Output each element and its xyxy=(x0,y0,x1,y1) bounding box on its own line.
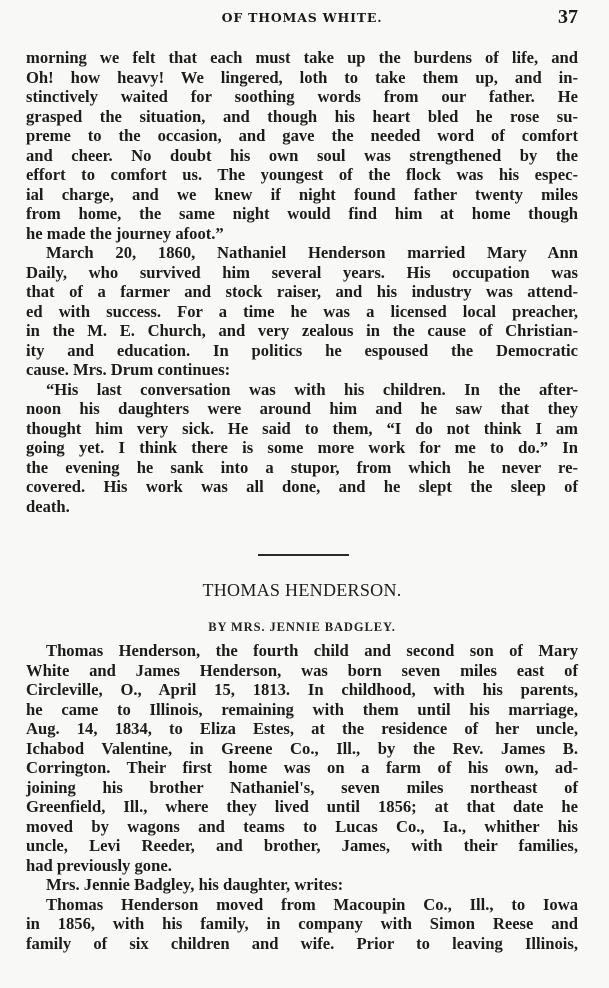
text-line: Aug. 14, 1834, to Eliza Estes, at the residence of her uncle, xyxy=(26,719,578,738)
text-line: stinctively waited for soothing words from our father. He xyxy=(26,87,578,106)
text-line: he made the journey afoot.” xyxy=(26,223,224,243)
section-divider-rule xyxy=(258,554,349,556)
paragraph xyxy=(26,48,578,243)
text-line: Circleville, O., April 15, 1813. In childhood, with his parents, xyxy=(26,680,578,699)
text-line: grasped the situation, and though his heart bled he rose su- xyxy=(26,106,578,126)
text-line: Corrington. Their first home was on a farm of his own, ad- xyxy=(26,758,578,777)
text-line: Ichabod Valentine, in Greene Co., Ill., by the Rev. James B. xyxy=(26,738,578,758)
paragraph xyxy=(26,641,578,875)
section-title: THOMAS HENDERSON. xyxy=(202,580,402,600)
text-line: he came to Illinois, remaining with them until his marriage, xyxy=(26,699,578,719)
text-line: Thomas Henderson, the fourth child and second son of Mary xyxy=(46,641,578,660)
text-line: effort to comfort us. The youngest of the flock was his espec- xyxy=(26,165,578,184)
text-line: cause. Mrs. Drum continues: xyxy=(26,360,231,379)
paragraph xyxy=(26,875,578,895)
text-line: preme to the occasion, and gave the needed word of comfort xyxy=(26,126,578,145)
text-line: death. xyxy=(26,496,70,516)
text-line: joining his brother Nathaniel's, seven miles northeast of xyxy=(26,777,578,797)
text-line: and cheer. No doubt his own soul was strengthened by the xyxy=(26,145,578,165)
second-section-body xyxy=(26,641,578,953)
text-line: Thomas Henderson moved from Macoupin Co., Ill., to Iowa xyxy=(46,894,578,914)
text-line: covered. His work was all done, and he slept the sleep of xyxy=(26,477,578,496)
text-line: thought him very sick. He said to them, “I do not think I am xyxy=(26,418,578,438)
running-header xyxy=(26,6,578,30)
running-title: OF THOMAS WHITE. xyxy=(221,10,383,25)
section-byline: BY MRS. JENNIE BADGLEY. xyxy=(208,620,396,634)
text-line: in 1856, with his family, in company with Simon Reese and xyxy=(26,914,578,933)
text-line: noon his daughters were around him and he saw that they xyxy=(26,399,578,418)
paragraph xyxy=(26,243,578,380)
text-line: family of six children and wife. Prior to leaving Illinois, xyxy=(26,933,578,953)
text-line: ity and education. In politics he espoused the Democratic xyxy=(26,340,578,360)
text-line: White and James Henderson, was born seven miles east of xyxy=(26,660,578,680)
text-line: moved by wagons and teams to Lucas Co., Ia., whither his xyxy=(26,816,578,836)
text-line: ial charge, and we knew if night found father twenty miles xyxy=(26,184,578,204)
text-line: Greenfield, Ill., where they lived until 1856; at that date he xyxy=(26,797,578,816)
text-line: had previously gone. xyxy=(26,855,172,875)
text-line: March 20, 1860, Nathaniel Henderson married Mary Ann xyxy=(46,243,578,262)
first-section-body xyxy=(26,48,578,516)
paragraph xyxy=(26,895,578,954)
text-line: ed with success. For a time he was a licensed local preacher, xyxy=(26,301,578,321)
text-line: the evening he sank into a stupor, from which he never re- xyxy=(26,457,578,477)
text-line: in the M. E. Church, and very zealous in the cause of Christian- xyxy=(26,321,578,340)
text-line: from home, the same night would find him at home though xyxy=(26,204,578,223)
page-number: 37 xyxy=(558,6,578,28)
text-line: going yet. I think there is some more work for me to do.” In xyxy=(26,438,578,457)
text-line: Oh! how heavy! We lingered, loth to take them up, and in- xyxy=(26,67,578,87)
text-line: morning we felt that each must take up the burdens of life, and xyxy=(26,48,578,67)
text-line: Daily, who survived him several years. His occupation was xyxy=(26,262,578,282)
paragraph xyxy=(26,380,578,517)
text-line: Mrs. Jennie Badgley, his daughter, writes: xyxy=(46,875,344,894)
text-line: uncle, Levi Reeder, and brother, James, with their families, xyxy=(26,836,578,855)
text-line: that of a farmer and stock raiser, and his industry was attend- xyxy=(26,282,578,301)
text-line: “His last conversation was with his children. In the after- xyxy=(46,379,578,399)
